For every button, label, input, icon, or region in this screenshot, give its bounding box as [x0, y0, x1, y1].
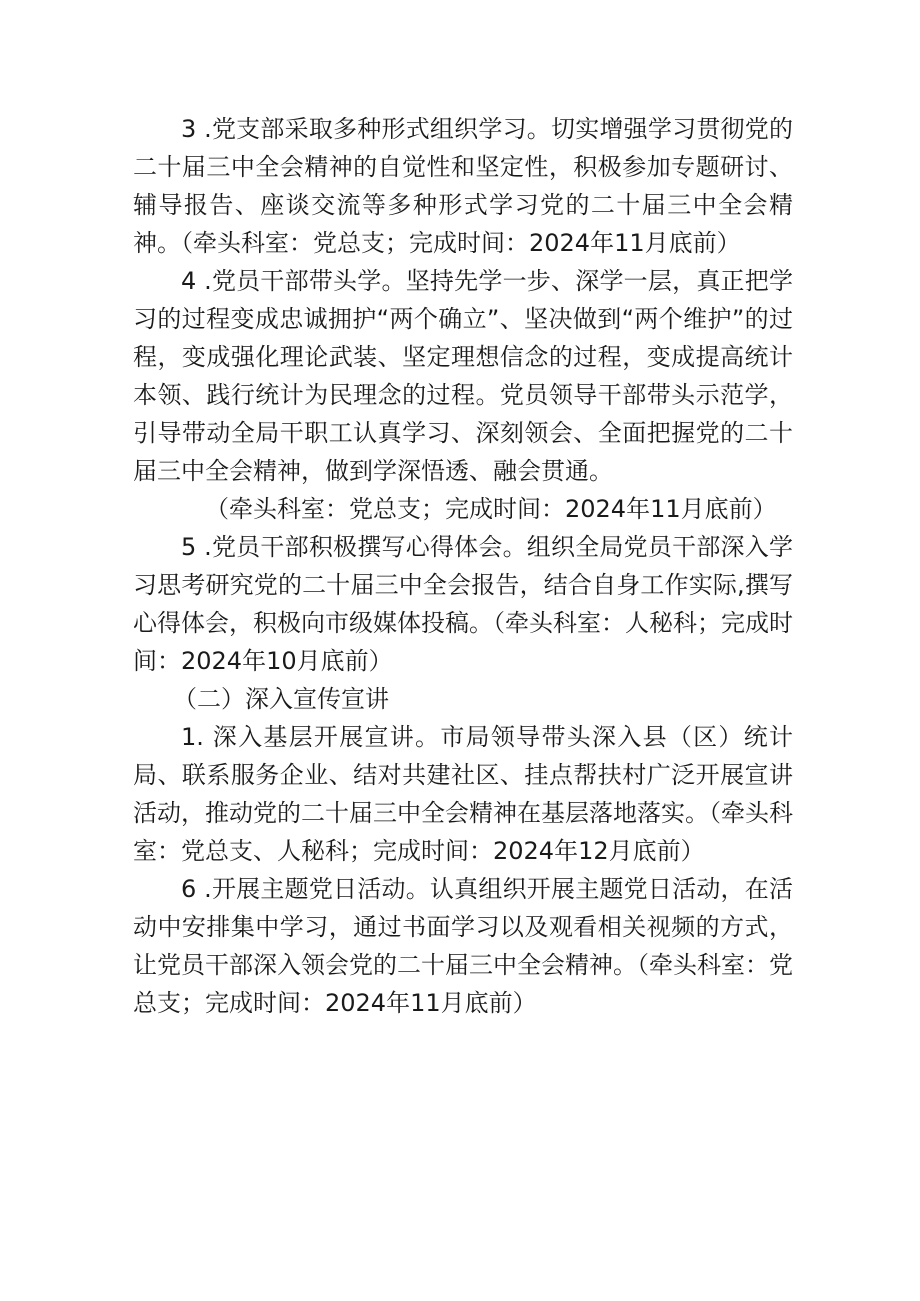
paragraph-item-1: 1. 深入基层开展宣讲。市局领导带头深入县（区）统计局、联系服务企业、结对共建社区、挂点帮扶村广泛开展宣讲活动，推动党的二十届三中全会精神在基层落地落实。（牵头科室：党总支、人秘科；完成时间：2024年12月底前）	[133, 723, 793, 865]
paragraph-note: （牵头科室：党总支；完成时间：2024年11月底前）	[205, 495, 777, 523]
document-body	[133, 110, 793, 1022]
section-heading: （二）深入宣传宣讲	[173, 685, 389, 713]
paragraph-item-5: 5 .党员干部积极撰写心得体会。组织全局党员干部深入学习思考研究党的二十届三中全会报告，结合自身工作实际,撰写心得体会，积极向市级媒体投稿。（牵头科室：人秘科；完成时间：2024年10月底前）	[133, 533, 793, 675]
paragraph-item-6: 6 .开展主题党日活动。认真组织开展主题党日活动，在活动中安排集中学习，通过书面学习以及观看相关视频的方式，让党员干部深入领会党的二十届三中全会精神。（牵头科室：党总支；完成时间：2024年11月底前）	[133, 875, 793, 1017]
paragraph-item-4: 4 .党员干部带头学。坚持先学一步、深学一层，真正把学习的过程变成忠诚拥护“两个确立”、坚决做到“两个维护”的过程，变成强化理论武装、坚定理想信念的过程，变成提高统计本领、践行统计为民理念的过程。党员领导干部带头示范学，引导带动全局干职工认真学习、深刻领会、全面把握党的二十届三中全会精神，做到学深悟透、融会贯通。	[133, 267, 793, 485]
paragraph-item-3: 3 .党支部采取多种形式组织学习。切实增强学习贯彻党的二十届三中全会精神的自觉性和坚定性，积极参加专题研讨、辅导报告、座谈交流等多种形式学习党的二十届三中全会精神。（牵头科室：党总支；完成时间：2024年11月底前）	[133, 115, 793, 257]
